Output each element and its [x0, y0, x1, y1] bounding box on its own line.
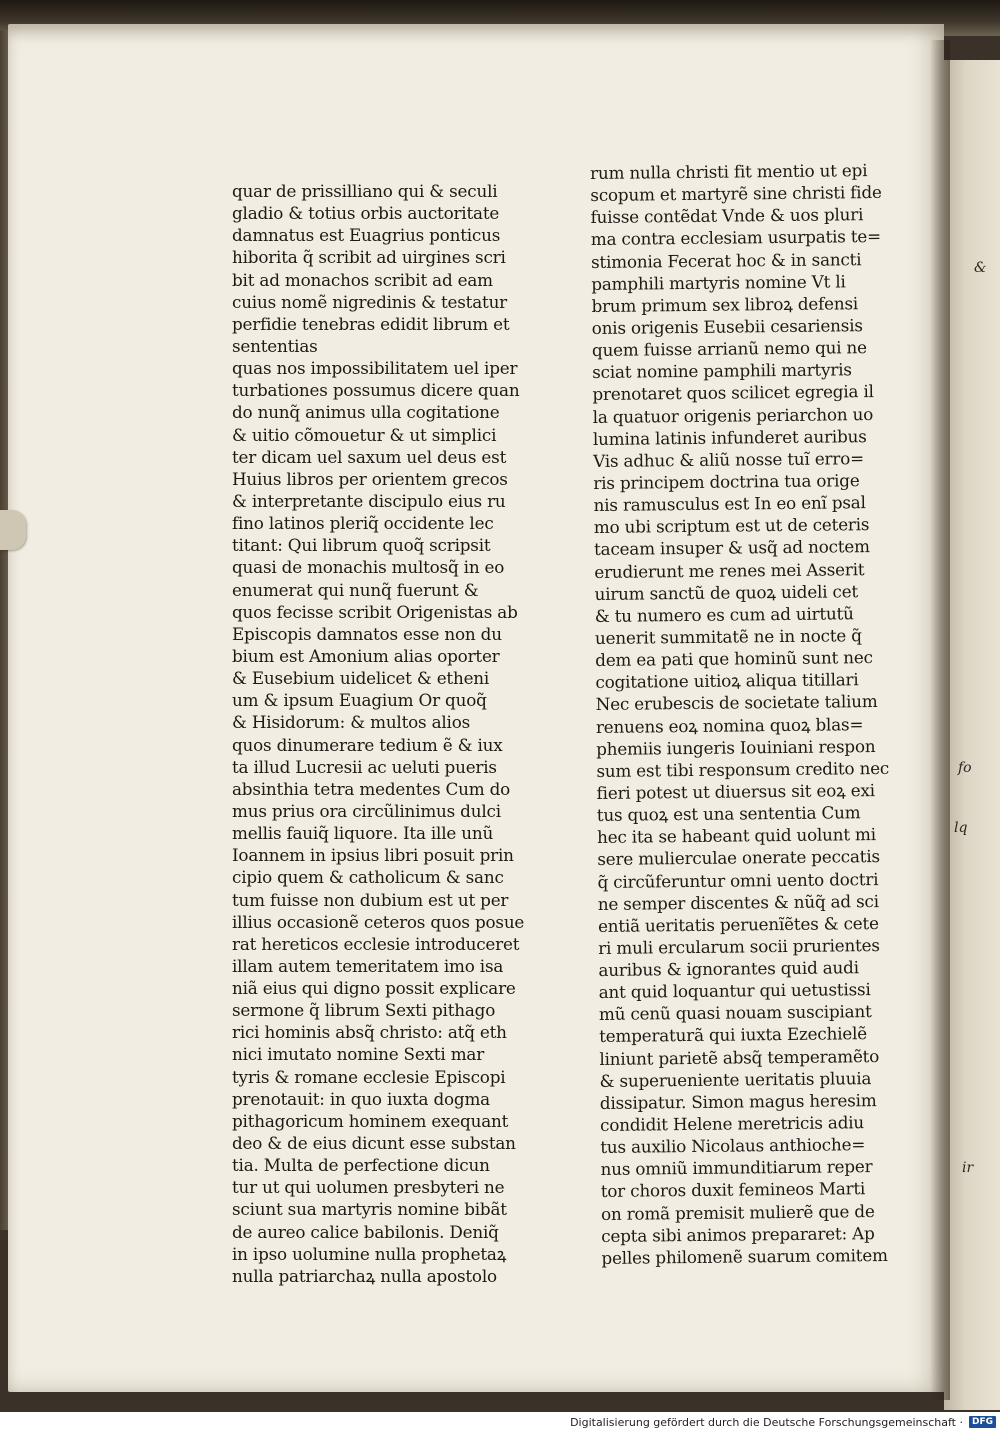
text-line: uenerit summitatẽ ne in nocte q̃	[594, 625, 862, 648]
facing-page-marginalia: fo	[958, 760, 972, 776]
text-line: dissipatur. Simon magus heresim	[599, 1089, 877, 1113]
text-line: bit ad monachos scribit ad eam	[232, 269, 493, 290]
text-line: enumerat qui nunq̃ fuerunt &	[232, 579, 479, 600]
text-line: ne semper discentes & nũq̃ ad sci	[597, 890, 879, 914]
text-line: fuisse contẽdat Vnde & uos pluri	[590, 204, 864, 228]
text-line: ta illud Lucresii ac ueluti pueris	[232, 756, 497, 777]
text-line: do nunq̃ animus ulla cogitatione	[232, 402, 500, 423]
text-line: nulla patriarchaꝝ nulla apostolo	[232, 1265, 497, 1286]
text-line: temperaturã qui iuxta Ezechielẽ	[599, 1023, 868, 1047]
text-line: sententias	[232, 335, 318, 356]
text-line: hiborita q̃ scribit ad uirgines scri	[232, 247, 506, 268]
text-line: tor choros duxit femineos Marti	[600, 1178, 866, 1202]
text-line: pelles philomenẽ suarum comitem	[601, 1244, 888, 1268]
text-line: mũ cenũ quasi nouam suscipiant	[598, 1001, 872, 1025]
book-gutter	[930, 40, 950, 1400]
text-line: prenotaret quos scilicet egregia il	[592, 381, 874, 405]
text-line: quos fecisse scribit Origenistas ab	[232, 601, 518, 622]
text-line: brum primum sex libroꝝ defensi	[591, 293, 859, 316]
text-line: cepta sibi animos prepararet: Ap	[601, 1222, 875, 1246]
facing-page-marginalia: ir	[962, 1160, 974, 1176]
text-line: dem ea pati que hominũ sunt nec	[595, 647, 873, 671]
text-line: tyris & romane ecclesie Episcopi	[232, 1066, 506, 1087]
text-line: quas nos impossibilitatem uel iper	[232, 358, 518, 379]
text-line: Huius libros per orientem grecos	[232, 468, 508, 489]
text-line: rici hominis absq̃ christo: atq̃ eth	[232, 1022, 507, 1043]
text-column-right	[590, 159, 892, 1269]
facing-page-edge	[944, 60, 1000, 1410]
text-line: Ioannem in ipsius libri posuit prin	[232, 845, 514, 866]
text-line: lumina latinis infunderet auribus	[592, 425, 867, 449]
text-line: fino latinos pleriq̃ occidente lec	[232, 513, 494, 534]
text-line: scopum et martyrẽ sine christi fide	[590, 182, 882, 206]
text-line: liniunt parietẽ absq̃ temperamẽto	[599, 1045, 880, 1069]
text-line: pamphili martyris nomine Vt li	[591, 271, 846, 294]
text-line: sere mulierculae onerate peccatis	[597, 846, 880, 870]
text-line: nus omniũ immunditiarum reper	[600, 1156, 873, 1180]
text-line: rat hereticos ecclesie introduceret	[232, 933, 520, 954]
text-line: Vis adhuc & aliũ nosse tuĩ erro=	[593, 447, 865, 471]
text-line: illam autem temeritatem imo isa	[232, 955, 504, 976]
text-line: cipio quem & catholicum & sanc	[232, 867, 504, 888]
text-line: taceam insuper & usq̃ ad noctem	[593, 536, 870, 560]
text-line: fieri potest ut diuersus sit eoꝝ exi	[596, 779, 875, 803]
text-line: tus quoꝝ est una sententia Cum	[596, 802, 861, 826]
text-line: rum nulla christi fit mentio ut epi	[590, 160, 868, 183]
text-line: ter dicam uel saxum uel deus est	[232, 446, 507, 467]
text-line: la quatuor origenis periarchon uo	[592, 403, 874, 427]
text-line: nici imutato nomine Sexti mar	[232, 1044, 485, 1065]
facing-page-marginalia: lq	[954, 820, 968, 836]
text-line: Nec erubescis de societate talium	[595, 691, 878, 715]
text-line: sermone q̃ librum Sexti pithago	[232, 1000, 496, 1021]
text-line: & Eusebium uidelicet & etheni	[232, 668, 490, 689]
text-line: stimonia Fecerat hoc & in sancti	[590, 248, 862, 272]
text-line: perfidie tenebras edidit librum et	[232, 313, 510, 334]
text-line: titant: Qui librum quoq̃ scripsit	[232, 535, 491, 556]
text-line: ri muli ercularum socii prurientes	[598, 934, 880, 958]
text-line: & superueniente ueritatis pluuia	[599, 1067, 872, 1091]
text-line: sciat nomine pamphili martyris	[592, 359, 852, 383]
text-line: tus auxilio Nicolaus anthioche=	[600, 1134, 866, 1158]
text-line: Episcopis damnatos esse non du	[232, 623, 502, 644]
text-line: absinthia tetra medentes Cum do	[232, 778, 511, 799]
text-line: mellis fauiq̃ liquore. Ita ille unũ	[232, 823, 494, 844]
text-line: in ipso uolumine nulla prophetaꝝ	[232, 1243, 507, 1264]
text-line: niã eius qui digno possit explicare	[232, 978, 516, 999]
text-line: onis origenis Eusebii cesariensis	[591, 315, 863, 338]
text-line: sciunt sua martyris nomine bibãt	[232, 1199, 507, 1220]
text-line: ris principem doctrina tua orige	[593, 470, 860, 493]
text-column-left	[232, 180, 525, 1287]
text-line: tur ut qui uolumen presbyteri ne	[232, 1177, 505, 1198]
text-line: on romã premisit mulierẽ que de	[600, 1200, 875, 1224]
text-line: phemiis iungeris Iouiniani respon	[596, 735, 876, 759]
text-line: deo & de eius dicunt esse substan	[232, 1133, 516, 1154]
text-line: um & ipsum Euagium Or quoq̃	[232, 690, 487, 711]
facing-page-marginalia: &	[974, 260, 987, 276]
dfg-logo-icon: DFG	[969, 1416, 996, 1428]
digitization-footer	[0, 1412, 1000, 1432]
text-line: pithagoricum hominem exequant	[232, 1110, 509, 1131]
text-line: quem fuisse arrianũ nemo qui ne	[591, 337, 867, 361]
text-line: q̃ circũferuntur omni uento doctri	[597, 868, 879, 892]
text-line: quasi de monachis multosq̃ in eo	[232, 557, 505, 578]
text-line: quar de prissilliano qui & seculi	[232, 181, 498, 201]
text-line: ma contra ecclesiam usurpatis te=	[590, 226, 882, 250]
text-line: entiã ueritatis peruenĩẽtes & cete	[597, 912, 879, 936]
text-line: mus prius ora circũlinimus dulci	[232, 800, 501, 821]
text-line: & uitio cõmouetur & ut simplici	[232, 424, 497, 445]
text-line: ant quid loquantur qui uetustissi	[598, 979, 871, 1003]
text-line: uirum sanctũ de quoꝝ uideli cet	[594, 580, 859, 604]
text-line: nis ramusculus est In eo enĩ psal	[593, 492, 866, 516]
text-line: auribus & ignorantes quid audi	[598, 957, 859, 981]
footer-credit-text: Digitalisierung gefördert durch die Deutsche Forschungsgemeinschaft ·	[570, 1415, 963, 1429]
text-line: & tu numero es cum ad uirtutũ	[594, 603, 854, 626]
text-line: hec ita se habeant quid uolunt mi	[596, 824, 876, 848]
text-line: gladio & totius orbis auctoritate	[232, 203, 500, 224]
text-line: tum fuisse non dubium est ut per	[232, 889, 509, 910]
text-line: cuius nomẽ nigredinis & testatur	[232, 291, 507, 312]
text-line: erudierunt me renes mei Asserit	[594, 558, 865, 582]
text-line: condidit Helene meretricis adiu	[599, 1112, 865, 1135]
text-line: mo ubi scriptum est ut de ceteris	[593, 514, 870, 538]
text-line: cogitatione uitioꝝ aliqua titillari	[595, 669, 859, 693]
text-line: damnatus est Euagrius ponticus	[232, 225, 501, 246]
text-line: bium est Amonium alias oporter	[232, 645, 500, 666]
text-line: illius occasionẽ ceteros quos posue	[232, 911, 525, 932]
text-line: renuens eoꝝ nomina quoꝝ blas=	[595, 713, 864, 737]
text-line: turbationes possumus dicere quan	[232, 380, 520, 401]
text-line: & interpretante discipulo eius ru	[232, 490, 506, 511]
page-clip	[0, 510, 26, 550]
text-line: de aureo calice babilonis. Deniq̃	[232, 1221, 499, 1242]
text-line: & Hisidorum: & multos alios	[232, 712, 471, 733]
text-line: sum est tibi responsum credito nec	[596, 757, 890, 781]
text-line: prenotauit: in quo iuxta dogma	[232, 1088, 490, 1109]
text-line: tia. Multa de perfectione dicun	[232, 1155, 490, 1176]
text-line: quos dinumerare tedium ẽ & iux	[232, 734, 503, 755]
